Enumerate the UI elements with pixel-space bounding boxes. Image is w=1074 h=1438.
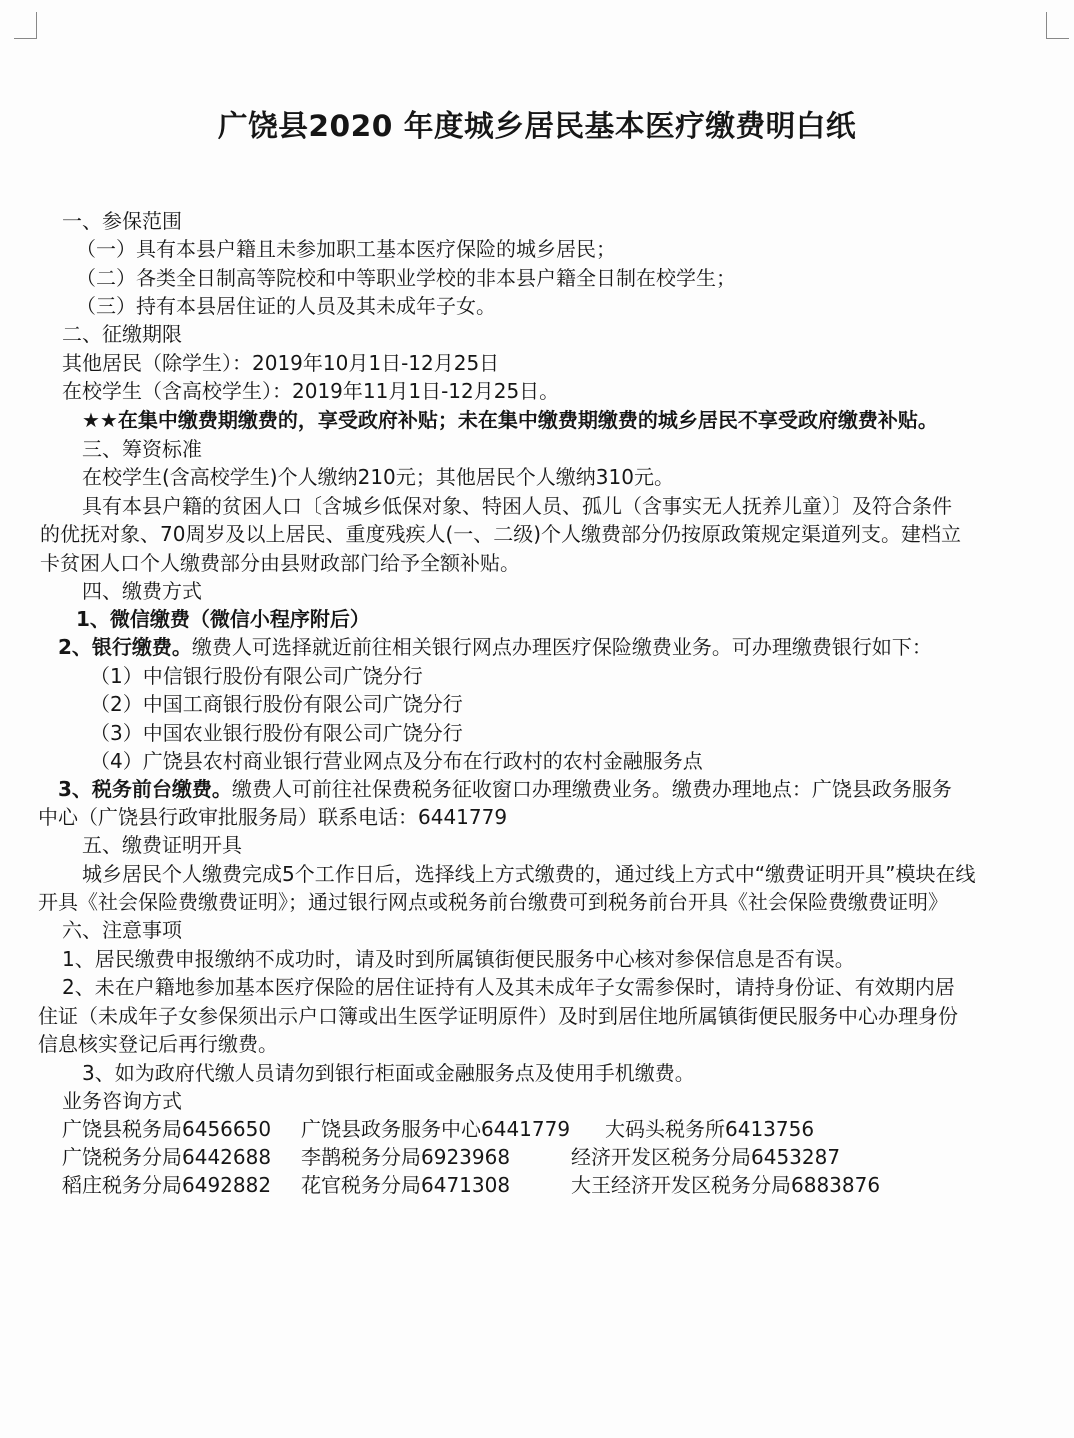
certificate-line-1: 城乡居民个人缴费完成5个工作日后，选择线上方式缴费的，通过线上方式中“缴费证明开具”模块在线	[82, 862, 976, 886]
scope-item-1: （一）具有本县户籍且未参加职工基本医疗保险的城乡居民；	[76, 237, 616, 261]
notice-2-line-3: 信息核实登记后再行缴费。	[38, 1032, 278, 1056]
section-4-heading: 四、缴费方式	[82, 579, 202, 603]
period-students: 在校学生（含高校学生）：2019年11月1日-12月25日。	[62, 379, 560, 403]
contact-entry: 广饶县政务服务中心6441779	[301, 1117, 571, 1141]
poverty-policy-line-2: 的优抚对象、70周岁及以上居民、重度残疾人(一、二级)个人缴费部分仍按原政策规定渠道列支。建档立	[40, 522, 962, 546]
contacts-heading: 业务咨询方式	[62, 1089, 182, 1113]
notice-2-line-2: 住证（未成年子女参保须出示户口簿或出生医学证明原件）及时到居住地所属镇街便民服务中心办理身份	[38, 1004, 958, 1028]
contact-entry: 稻庄税务分局6492882	[62, 1173, 272, 1197]
scope-item-2: （二）各类全日制高等院校和中等职业学校的非本县户籍全日制在校学生；	[76, 266, 736, 290]
tax-counter-text: 缴费人可前往社保费税务征收窗口办理缴费业务。缴费办理地点：广饶县政务服务	[231, 777, 952, 801]
notice-1: 1、居民缴费申报缴纳不成功时，请及时到所属镇街便民服务中心核对参保信息是否有误。	[62, 947, 855, 971]
crop-mark-top-right	[1046, 12, 1069, 39]
section-1-heading: 一、参保范围	[62, 209, 182, 233]
notice-3: 3、如为政府代缴人员请勿到银行柜面或金融服务点及使用手机缴费。	[82, 1061, 695, 1085]
contact-entry: 花官税务分局6471308	[301, 1173, 511, 1197]
poverty-policy-line-3: 卡贫困人口个人缴费部分由县财政部门给予全额补贴。	[40, 551, 520, 575]
document-title: 广饶县2020 年度城乡居民基本医疗缴费明白纸	[217, 108, 857, 143]
contact-entry: 大码头税务所6413756	[605, 1117, 815, 1141]
section-3-heading: 三、筹资标准	[82, 437, 202, 461]
notice-2-line-1: 2、未在户籍地参加基本医疗保险的居住证持有人及其未成年子女需参保时，请持身份证、有效期内居	[62, 975, 955, 999]
contact-entry: 大王经济开发区税务分局6883876	[571, 1173, 881, 1197]
contact-entry: 广饶税务分局6442688	[62, 1145, 272, 1169]
period-other-residents: 其他居民（除学生）：2019年10月1日-12月25日	[62, 351, 500, 375]
bank-item-1: （1）中信银行股份有限公司广饶分行	[90, 664, 423, 688]
bank-payment	[58, 633, 932, 661]
bank-item-4: （4）广饶县农村商业银行营业网点及分布在行政村的农村金融服务点	[90, 749, 703, 773]
contact-entry: 李鹊税务分局6923968	[301, 1145, 511, 1169]
section-6-heading: 六、注意事项	[62, 918, 182, 942]
bank-item-3: （3）中国农业银行股份有限公司广饶分行	[90, 721, 463, 745]
scope-item-3: （三）持有本县居住证的人员及其未成年子女。	[76, 294, 496, 318]
bank-payment-label: 2、银行缴费。	[58, 635, 192, 659]
tax-counter-label: 3、税务前台缴费。	[58, 777, 232, 801]
tax-counter-payment	[58, 775, 952, 803]
tax-counter-contact: 中心（广饶县行政审批服务局）联系电话：6441779	[38, 805, 508, 829]
section-5-heading: 五、缴费证明开具	[82, 833, 242, 857]
certificate-line-2: 开具《社会保险费缴费证明》；通过银行网点或税务前台缴费可到税务前台开具《社会保险费缴费证明》	[38, 890, 948, 914]
subsidy-note: ★★在集中缴费期缴费的，享受政府补贴；未在集中缴费期缴费的城乡居民不享受政府缴费补贴。	[82, 408, 938, 432]
funding-standard: 在校学生(含高校学生)个人缴纳210元；其他居民个人缴纳310元。	[82, 465, 674, 489]
contact-entry: 经济开发区税务分局6453287	[571, 1145, 841, 1169]
contact-entry: 广饶县税务局6456650	[62, 1117, 272, 1141]
wechat-payment: 1、微信缴费（微信小程序附后）	[76, 607, 370, 631]
crop-mark-top-left	[14, 12, 37, 39]
bank-item-2: （2）中国工商银行股份有限公司广饶分行	[90, 692, 463, 716]
poverty-policy-line-1: 具有本县户籍的贫困人口〔含城乡低保对象、特困人员、孤儿（含事实无人抚养儿童）〕及符合条件	[82, 494, 952, 518]
bank-payment-text: 缴费人可选择就近前往相关银行网点办理医疗保险缴费业务。可办理缴费银行如下：	[191, 635, 932, 659]
section-2-heading: 二、征缴期限	[62, 322, 182, 346]
